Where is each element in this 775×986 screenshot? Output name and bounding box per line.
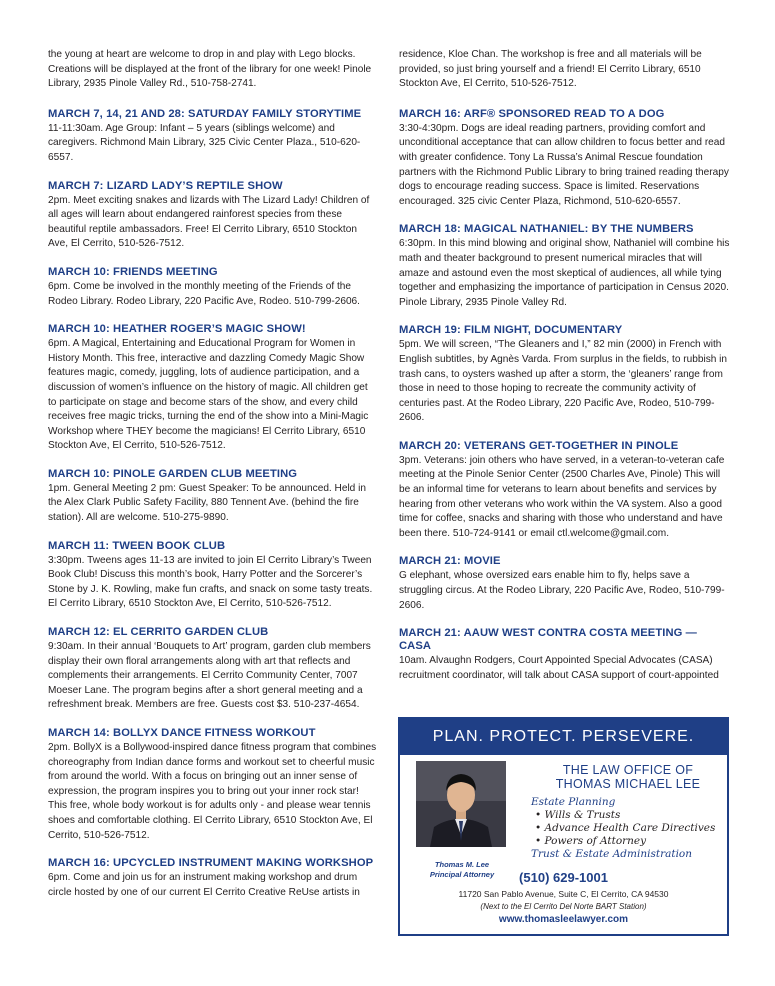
office-address: 11720 San Pablo Avenue, Suite C, El Cerrito, CA 94530: [458, 889, 669, 899]
event-item: [48, 857, 378, 900]
event-item: [48, 540, 378, 612]
event-item: [399, 440, 731, 542]
event-item: [399, 108, 731, 210]
event-body: 10am. Alvaughn Rodgers, Court Appointed Special Advocates (CASA) recruitment coordinator, will talk about CASA support of court-appointed: [399, 655, 719, 681]
ad-header: PLAN. PROTECT. PERSEVERE.: [400, 719, 727, 755]
services-footer: Trust & Estate Administration: [531, 848, 693, 860]
service-item: • Wills & Trusts: [535, 809, 621, 821]
event-title: MARCH 16: UPCYCLED INSTRUMENT MAKING WORKSHOP: [48, 857, 374, 870]
law-office-ad: [398, 717, 729, 936]
event-body: 6pm. Come and join us for an instrument making workshop and drum circle hosted by one of our current El Cerrito Creative ReUse artists in: [48, 872, 360, 898]
attorney-title: Principal Attorney: [429, 870, 495, 879]
event-body: 3:30-4:30pm. Dogs are ideal reading partners, providing comfort and unconditional acceptance that can allow children to focus better and read with greater confidence. Tony La Russa’s Animal Rescue foundation partners with the Richmond Public Library to bring trained reading therapy dogs to encourage reading success. Space is limited. Reservations encouraged. 325 civic Center Plaza, Richmond, 510-620-6557.: [399, 122, 729, 207]
services-heading: Estate Planning: [531, 796, 616, 808]
event-title: MARCH 7, 14, 21 AND 28: SATURDAY FAMILY STORYTIME: [48, 107, 362, 120]
event-body: 6:30pm. In this mind blowing and original show, Nathaniel will combine his math and theater background to present numerical miracles that will amaze and astound even the most skeptical of audiences, all while tying together and emphasizing the importance of participation in Census 2020. Pinole Library, 2935 Pinole Valley Rd.: [399, 238, 730, 308]
event-title: MARCH 14: BOLLYX DANCE FITNESS WORKOUT: [48, 727, 316, 739]
event-item: [48, 266, 378, 309]
event-body: 3:30pm. Tweens ages 11-13 are invited to join El Cerrito Library’s Tween Book Club! Discuss this month’s book, Harry Potter and the Sorcerer’s Stone by J. K. Rowling, make fun crafts, and snack on some tasty treats. El Cerrito Library, 6510 Stockton Ave, El Cerrito, 510-526-7512.: [48, 554, 373, 610]
event-item: [399, 48, 731, 92]
event-body: residence, Kloe Chan. The workshop is free and all materials will be provided, so just bring yourself and a friend! El Cerrito Library, 6510 Stockton Ave, El Cerrito, 510-526-7512.: [399, 49, 702, 90]
event-title: MARCH 10: PINOLE GARDEN CLUB MEETING: [48, 467, 298, 480]
event-title: MARCH 16: ARF® SPONSORED READ TO A DOG: [399, 107, 665, 120]
event-title: MARCH 10: FRIENDS MEETING: [48, 265, 218, 278]
event-item: [399, 223, 731, 310]
event-body: the young at heart are welcome to drop in and play with Lego blocks. Creations will be displayed at the front of the library for one week! Pinole Library, 2935 Pinole Valley Rd., 510-758-2741.: [48, 49, 372, 90]
location-note: (Next to the El Cerrito Del Norte BART Station): [480, 902, 647, 911]
event-title: MARCH 21: AAUW WEST CONTRA COSTA MEETING — CASA: [399, 627, 697, 653]
event-item: [399, 627, 731, 683]
event-item: [48, 727, 378, 843]
event-title: MARCH 10: HEATHER ROGER’S MAGIC SHOW!: [48, 323, 306, 336]
event-item: [48, 48, 378, 92]
website-link[interactable]: www.thomasleelawyer.com: [498, 914, 629, 925]
event-item: [48, 108, 378, 166]
event-body: 11-11:30am. Age Group: Infant – 5 years (siblings welcome) and caregivers. Richmond Main Library, 325 Civic Center Plaza., 510-620-6557.: [48, 122, 361, 163]
event-body: 2pm. BollyX is a Bollywood-inspired dance fitness program that combines choreography from Indian dance forms and workout set to cheerful music from around the world. With a focus on bringing out an inner sense of expression, the program inspires you to bring out your inner rock star! This free, whole body workout is for adults only - and please wear tennis shoes and comfortable clothing. El Cerrito Library, 6510 Stockton Ave, El Cerrito, 510-526-7512.: [48, 742, 377, 841]
service-item: • Powers of Attorney: [535, 835, 647, 847]
event-item: [48, 180, 378, 252]
attorney-name: Thomas M. Lee: [434, 860, 490, 869]
firm-name-line: THOMAS MICHAEL LEE: [555, 777, 701, 791]
firm-name-line: THE LAW OFFICE OF: [562, 763, 694, 777]
event-body: 3pm. Veterans: join others who have served, in a veteran-to-veteran cafe meeting at the Pinole Senior Center (2500 Charles Ave, Pinole) This will be an informal time for veterans to learn about benefits and services by hearing from other veterans who work within the VA system. Also a good time for coffee, snacks and sharing with those who understand and have been there. 510-724-9141 or email ctl.welcome@gmail.com.: [399, 454, 725, 539]
event-body: 1pm. General Meeting 2 pm: Guest Speaker: To be announced. Held in the Alex Clark Public Safety Facility, 880 Tennent Ave. (behind the fire station). All are welcome. 510-275-9890.: [48, 482, 366, 524]
event-title: MARCH 12: EL CERRITO GARDEN CLUB: [48, 626, 269, 639]
attorney-photo: [416, 761, 506, 847]
event-item: [48, 468, 378, 526]
firm-name: [528, 763, 728, 791]
event-body: 9:30am. In their annual ‘Bouquets to Art’ program, garden club members display their own floral arrangements along with art that reflects and complements their arrangements. El Cerrito Community Center, 7007 Moeser Lane. The program begins after a short general meeting and a refreshment break. Members are free. Guests cost $3. 510-237-4654.: [48, 641, 371, 711]
event-title: MARCH 7: LIZARD LADY’S REPTILE SHOW: [48, 179, 283, 192]
event-item: [48, 323, 378, 454]
event-body: G elephant, whose oversized ears enable him to fly, helps save a struggling circus. At the Rodeo Library, 220 Pacific Ave, Rodeo, 510-799-2606.: [399, 570, 725, 611]
left-column: [48, 48, 378, 914]
event-title: MARCH 18: MAGICAL NATHANIEL: BY THE NUMBERS: [399, 223, 694, 236]
event-body: 2pm. Meet exciting snakes and lizards with The Lizard Lady! Children of all ages will learn about endangered rainforest species from these beautiful reptile ambassadors. Free! El Cerrito Library, 6510 Stockton Ave, El Cerrito, 510-526-7512.: [48, 194, 370, 250]
event-body: 6pm. A Magical, Entertaining and Educational Program for Women in History Month. This free, interactive and dazzling Comedy Magic Show features magic, comedy, juggling, lots of audience participation, and a discussion of women’s influence on the history of magic. All children get to participate on stage and become stars of the show, and every child receives free magic tricks, turning the end of the show into a Mini-Magic Workshop where THEY become the magicians! El Cerrito Library, 6510 Stockton Ave, El Cerrito, 510-526-7512.: [48, 338, 369, 452]
event-title: MARCH 11: TWEEN BOOK CLUB: [48, 539, 226, 552]
event-title: MARCH 20: VETERANS GET-TOGETHER IN PINOLE: [399, 439, 679, 452]
right-column: [399, 48, 731, 697]
service-item: • Advance Health Care Directives: [535, 822, 716, 834]
event-title: MARCH 21: MOVIE: [399, 555, 501, 568]
event-body: 5pm. We will screen, “The Gleaners and I,” 82 min (2000) in French with English subtitles, by Agnès Varda. From surplus in the fields, to rubbish in trash cans, to oysters washed up after a storm, the ‘gleaners’ range from those in need to those hoping to recreate the community activity of centuries past. At the Rodeo Library, 220 Pacific Ave, Rodeo, 510-799-2606.: [399, 339, 728, 424]
event-item: [48, 626, 378, 713]
phone-number: (510) 629-1001: [519, 870, 608, 885]
event-item: [399, 324, 731, 426]
services-list: [531, 796, 727, 861]
event-body: 6pm. Come be involved in the monthly meeting of the Friends of the Rodeo Library. Rodeo Library, 220 Pacific Ave, Rodeo. 510-799-2606.: [48, 280, 360, 307]
event-title: MARCH 19: FILM NIGHT, DOCUMENTARY: [399, 324, 623, 337]
event-item: [399, 555, 731, 613]
